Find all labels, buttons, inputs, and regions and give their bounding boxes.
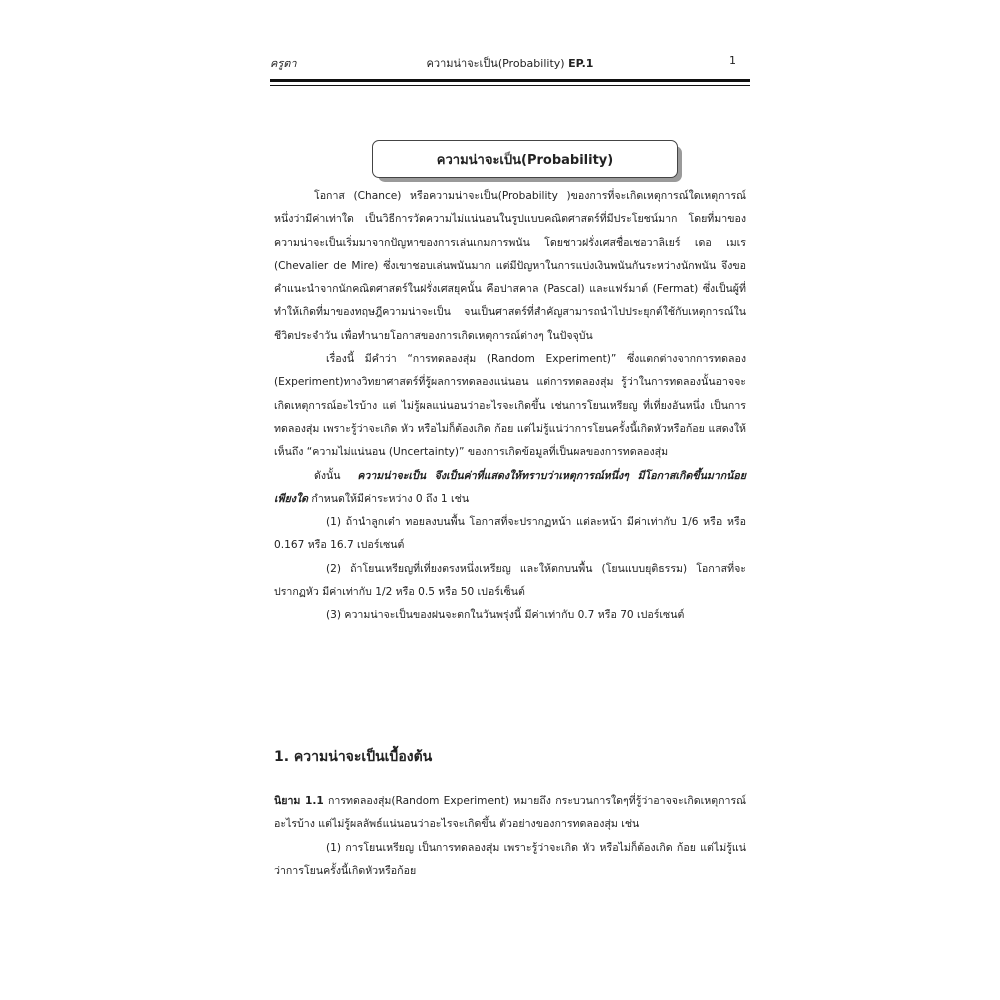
header-episode: EP.1 [568,57,594,70]
definition-item-1: (1) การโยนเหรียญ เป็นการทดลองสุ่ม เพราะรู้ว่าจะเกิด หัว หรือไม่ก็ต้องเกิด ก้อย แต่ไม่รู้แน่ว่าการโยนครั้งนี้เกิดหัวหรือก้อย [274,841,746,877]
definition-paragraph [274,790,746,837]
definition-block [274,790,746,883]
header-author: ครูตา [270,57,297,70]
intro-paragraph-1: โอกาส (Chance) หรือความน่าจะเป็น(Probability )ของการที่จะเกิดเหตุการณ์ใดเหตุการณ์หนึ่งว่ามีค่าเท่าใด เป็นวิธีการวัดความไม่แน่นอนในรูปแบบคณิตศาสตร์ที่มีประโยชน์มาก โดยที่มาของความน่าจะเป็นเริ่มมาจากปัญหาของการเล่นเกมการพนัน โดยชาวฝรั่งเศสชื่อเชอวาลิเยร์ เดอ เมเร (Chevalier de Mire) ซึ่งเขาชอบเล่นพนันมาก แต่มีปัญหาในการแบ่งเงินพนันกันระหว่างนักพนัน จึงขอคำแนะนำจากนักคณิตศาสตร์ในฝรั่งเศสยุคนั้น คือปาสคาล (Pascal) และแฟร์มาต์ (Fermat) ซึ่งเป็นผู้ที่ทำให้เกิดที่มาของทฤษฎีความน่าจะเป็น จนเป็นศาสตร์ที่สำคัญสามารถนำไปประยุกต์ใช้กับเหตุการณ์ในชีวิตประจำวัน เพื่อทำนายโอกาสของการเกิดเหตุการณ์ต่างๆ ในปัจจุบัน [274,190,746,342]
header-rule-thin [270,85,750,86]
header-rule-thick [270,79,750,82]
page-title: ความน่าจะเป็น(Probability) [436,152,614,168]
intro-paragraph-3 [274,465,746,512]
header-title-text: ความน่าจะเป็น(Probability) [426,57,565,70]
intro-paragraph-2: เรื่องนี้ มีคำว่า “การทดลองสุ่ม (Random Experiment)” ซึ่งแตกต่างจากการทดลอง (Experiment)ทางวิทยาศาสตร์ที่รู้ผลการทดลองแน่นอน แต่การทดลองสุ่ม รู้ว่าในการทดลองนั้นอาจจะ เกิดเหตุการณ์อะไรบ้าง แต่ ไม่รู้ผลแน่นอนว่าอะไรจะเกิดขึ้น เช่นการโยนเหรียญ ที่เที่ยงอันหนึ่ง เป็นการทดลองสุ่ม เพราะรู้ว่าจะเกิด หัว หรือไม่ก็ต้องเกิด ก้อย แต่ไม่รู้แน่ว่าการโยนครั้งนี้เกิดหัวหรือก้อย แสดงให้เห็นถึง “ความไม่แน่นอน (Uncertainty)” ของการเกิดข้อมูลที่เป็นผลของการทดลองสุ่ม [274,353,746,459]
section-heading: 1. ความน่าจะเป็นเบื้องต้น [274,749,433,765]
definition-text: การทดลองสุ่ม(Random Experiment) หมายถึง กระบวนการใดๆที่รู้ว่าอาจจะเกิดเหตุการณ์อะไรบ้าง แต่ไม่รู้ผลลัพธ์แน่นอนว่าอะไรจะเกิดขึ้น ตัวอย่างของการทดลองสุ่ม เช่น [274,795,746,831]
title-box [372,140,678,178]
header-title [270,54,750,72]
example-1: (1) ถ้านำลูกเต๋า ทอยลงบนพื้น โอกาสที่จะปรากฏหน้า แต่ละหน้า มีค่าเท่ากับ 1/6 หรือ หรือ 0.167 หรือ 16.7 เปอร์เซนต์ [274,516,746,552]
probability-definition: ความน่าจะเป็น จึงเป็นค่าที่แสดงให้ทราบว่าเหตุการณ์หนึ่งๆ มีโอกาสเกิดขึ้นมากน้อยเพียงใด [274,469,746,505]
intro-p3-rest: กำหนดให้มีค่าระหว่าง 0 ถึง 1 เช่น [311,492,470,505]
intro-body [274,185,746,628]
intro-p3-lead: ดังนั้น [314,469,341,482]
definition-label: นิยาม 1.1 [274,795,324,807]
example-3: (3) ความน่าจะเป็นของฝนจะตกในวันพรุ่งนี้ มีค่าเท่ากับ 0.7 หรือ 70 เปอร์เซนต์ [326,609,685,622]
example-2: (2) ถ้าโยนเหรียญที่เที่ยงตรงหนึ่งเหรียญ และให้ตกบนพื้น (โยนแบบยุติธรรม) โอกาสที่จะปรากฏหัว มีค่าเท่ากับ 1/2 หรือ 0.5 หรือ 50 เปอร์เซ็นต์ [274,562,746,599]
document-page [270,0,750,1000]
page-number: 1 [729,54,736,67]
